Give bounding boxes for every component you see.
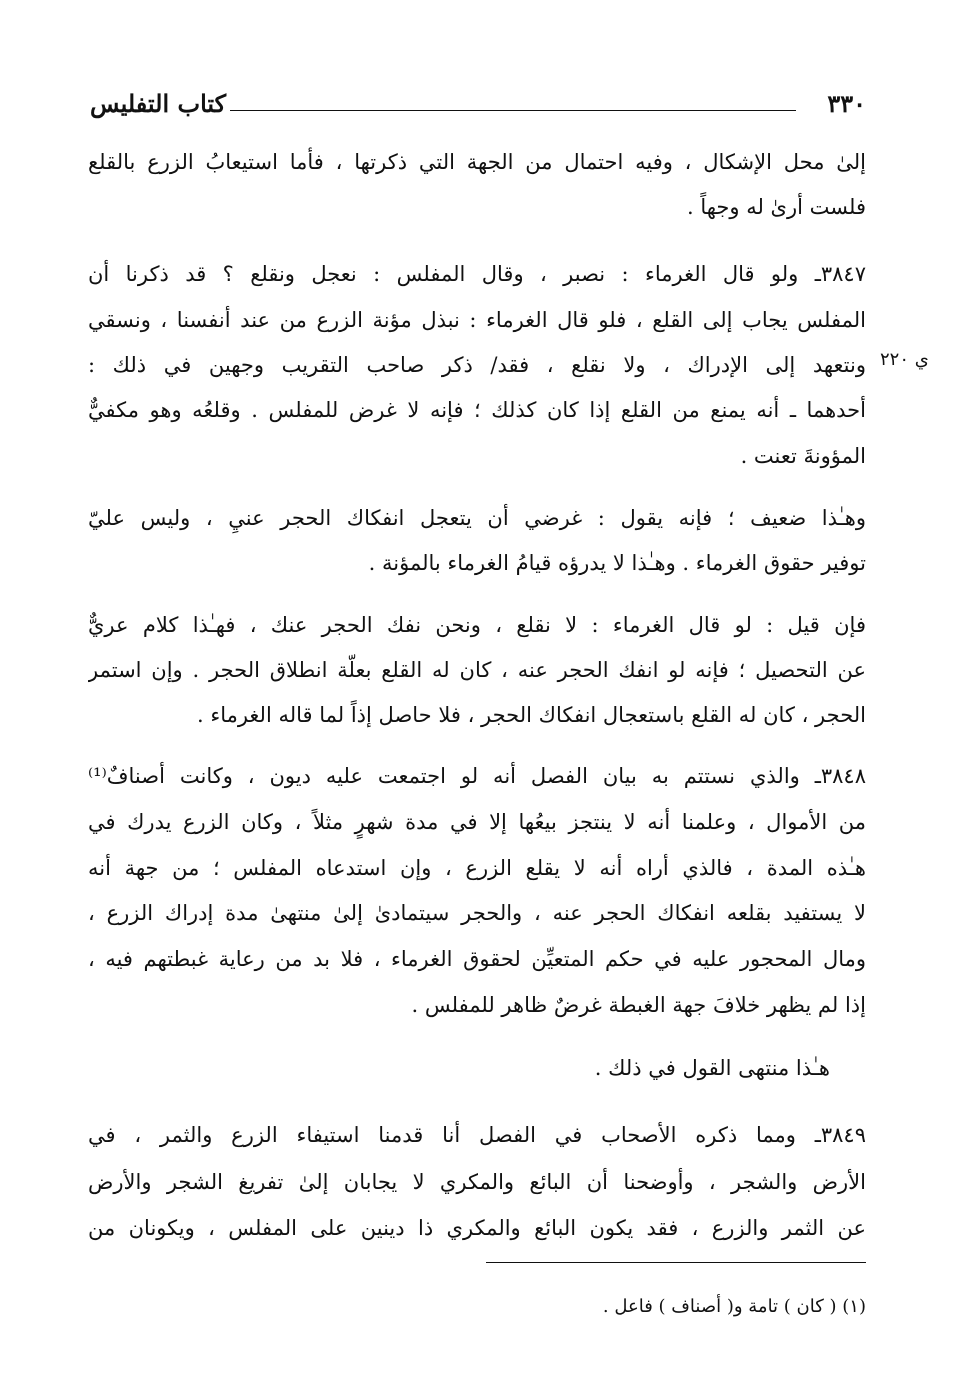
body-line: إذا لم يظهر خلافَ جهة الغبطة غرضٌ ظاهر للمفلس . (411, 993, 866, 1017)
body-line: من الأموال ، وعلمنا أنه لا ينتجز بيعُها إلا في مدة شهرٍ مثلاً ، وكان الزرع يدرك في (88, 810, 866, 834)
footnote: (١) ( كان ) تامة و( أصناف ) فاعل . (602, 1296, 866, 1317)
body-line: ونتعهد إلى الإدراك ، ولا نقلع ، فقد/ ذكر صاحب التقريب وجهين في ذلك : (88, 353, 866, 377)
body-line: فلست أرىٰ له وجهاً . (687, 195, 866, 219)
body-line: فإن قيل : لو قال الغرماء : لا نقلع ، ونحن نفك الحجر عنك ، فهـٰذا كلام عريٌّ (88, 613, 866, 637)
body-line: ٣٨٤٩ـ ومما ذكره الأصحاب في الفصل أنا قدمنا استيفاء الزرع والثمر ، في (88, 1123, 866, 1147)
body-line: ومال المحجور عليه في حكم المتعيِّن لحقوق الغرماء ، فلا بد من رعاية غبطتهم فيه ، (88, 947, 866, 971)
page-header (90, 84, 866, 124)
body-line: عن التحصيل ؛ فإنه لو انفك الحجر عنه ، كان له القلع بعلّة انطلاق الحجر . وإن استمر (88, 658, 866, 682)
book-title: كتاب التفليس (90, 89, 227, 118)
footnote-rule (486, 1262, 866, 1263)
margin-reference: ي ٢٢٠ (880, 349, 929, 370)
body-line: إلىٰ محل الإشكال ، وفيه احتمال من الجهة التي ذكرتها ، فأما استيعابُ الزرع بالقلع (88, 150, 866, 174)
body-line: ٣٨٤٨ـ والذي نستتم به بيان الفصل أنه لو اجتمعت عليه ديون ، وكانت أصنافٌ⁽¹⁾ (88, 764, 866, 788)
body-line: ٣٨٤٧ـ ولو قال الغرماء : نصبر ، وقال المفلس : نعجل ونقلع ؟ قد ذكرنا أن (88, 262, 866, 286)
body-line: عن الثمر والزرع ، فقد يكون البائع والمكري ذا دينين على المفلس ، ويكونان من (88, 1216, 866, 1240)
body-line: توفير حقوق الغرماء . وهـٰذا لا يدرؤه قيامُ الغرماء بالمؤنة . (368, 551, 866, 575)
page-number: ٣٣٠ (827, 89, 866, 118)
body-line: هـٰذه المدة ، فالذي أراه أنه لا يقلع الزرع ، وإن استدعاه المفلس ؛ من جهة أنه (88, 856, 866, 880)
header-rule (230, 110, 796, 111)
body-line: المفلس يجاب إلى القلع ، فلو قال الغرماء : نبذل مؤنة الزرع من عند أنفسنا ، ونسقي (88, 308, 866, 332)
body-line: المؤونةَ تعنت . (740, 444, 866, 468)
body-line: الأرض والشجر ، وأوضحنا أن البائع والمكري لا يجابان إلىٰ تفريغ الشجر والأرض (88, 1170, 866, 1194)
body-line: هـٰذا منتهى القول في ذلك . (594, 1056, 830, 1080)
body-line: أحدهما ـ أنه يمنع من القلع إذا كان كذلك ؛ فإنه لا غرض للمفلس . وقلعُه وهو مكفيٌّ (88, 398, 866, 422)
body-line: وهـٰذا ضعيف ؛ فإنه يقول : غرضي أن يتعجل انفكاك الحجر عنيِ ، وليس عليّ (88, 506, 866, 530)
body-line: الحجر ، كان له القلع باستعجال انفكاك الحجر ، فلا حاصل إذاً لما قاله الغرماء . (196, 703, 866, 727)
body-line: لا يستفيد بقلعه انفكاك الحجر عنه ، والحجر سيتمادىٰ إلىٰ منتهىٰ مدة إدراك الزرع ، (88, 901, 866, 925)
